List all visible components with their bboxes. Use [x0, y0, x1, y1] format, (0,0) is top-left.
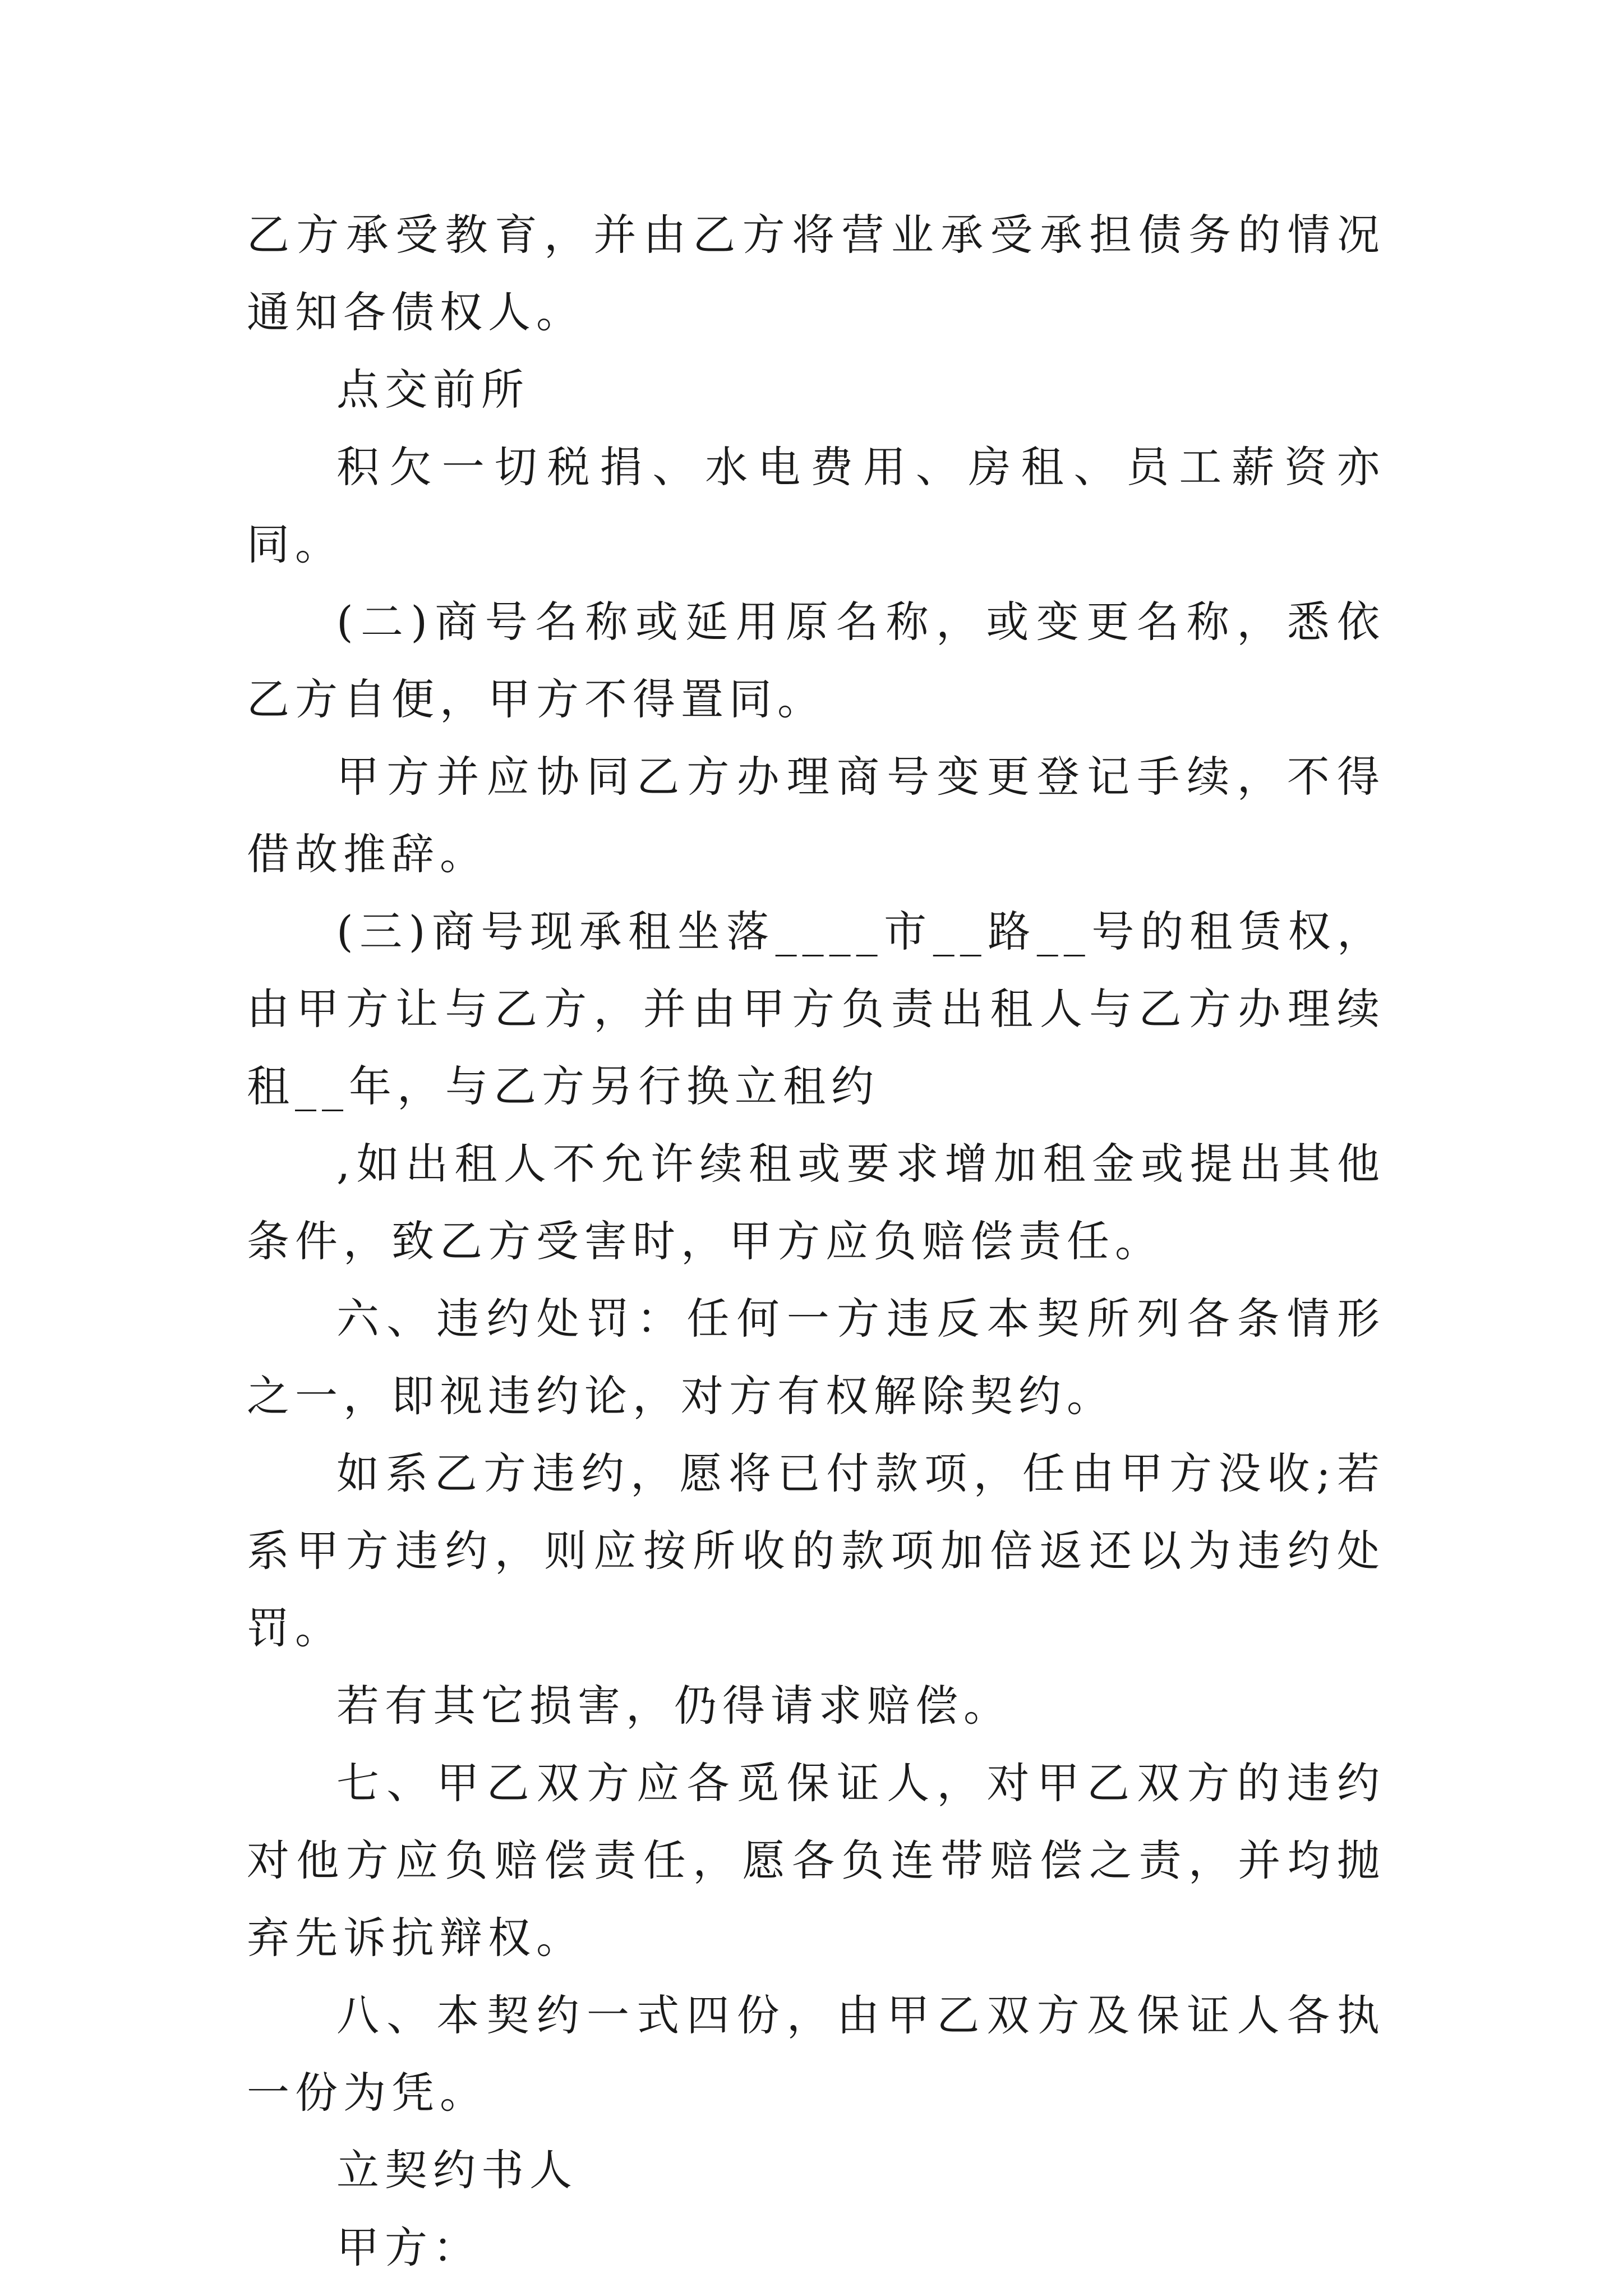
document-body [247, 196, 1385, 2286]
paragraph-lessor-condition: ,如出租人不允许续租或要求增加租金或提出其他条件，致乙方受害时，甲方应负赔偿责任。 [247, 1139, 1385, 1266]
paragraph-clause-2: (二)商号名称或延用原名称，或变更名称，悉依乙方自便，甲方不得置同。 [247, 597, 1385, 724]
paragraph-arrears: 积欠一切税捐、水电费用、房租、员工薪资亦同。 [247, 442, 1385, 569]
paragraph-article-8: 八、本契约一式四份，由甲乙双方及保证人各执一份为凭。 [247, 1990, 1385, 2118]
paragraph-continuation: 乙方承受教育，并由乙方将营业承受承担债务的情况通知各债权人。 [247, 210, 1385, 337]
paragraph-handover: 点交前所 [336, 365, 529, 415]
paragraph-signatories: 立契约书人 [336, 2145, 578, 2195]
paragraph-article-6: 六、违约处罚：任何一方违反本契所列各条情形之一，即视违约论，对方有权解除契约。 [247, 1294, 1385, 1421]
paragraph-article-7: 七、甲乙双方应各觅保证人，对甲乙双方的违约对他方应负赔偿责任，愿各负连带赔偿之责，并均抛弃先诉抗辩权。 [247, 1758, 1385, 1963]
paragraph-clause-3: (三)商号现承租坐落____市__路__号的租赁权，由甲方让与乙方，并由甲方负责出租人与乙方办理续租__年，与乙方另行换立租约 [247, 907, 1385, 1111]
paragraph-damages: 若有其它损害，仍得请求赔偿。 [336, 1681, 1012, 1731]
paragraph-breach-terms: 如系乙方违约，愿将已付款项，任由甲方没收;若系甲方违约，则应按所收的款项加倍返还以为违约处罚。 [247, 1448, 1385, 1653]
paragraph-registration: 甲方并应协同乙方办理商号变更登记手续，不得借故推辞。 [247, 752, 1385, 879]
paragraph-party-a: 甲方： [336, 2223, 481, 2272]
